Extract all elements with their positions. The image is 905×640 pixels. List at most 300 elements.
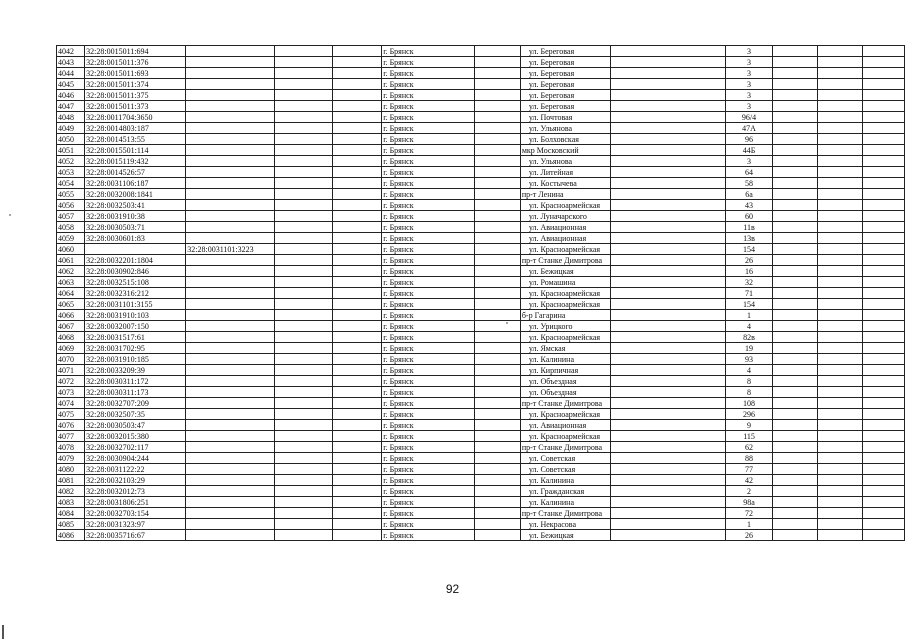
street-cell: ул. Красноармейская: [520, 244, 610, 255]
empty-cell: [333, 321, 382, 332]
empty-cell: [773, 486, 818, 497]
empty-cell: [773, 475, 818, 486]
empty-cell: [863, 453, 905, 464]
empty-cell: [863, 233, 905, 244]
empty-cell: [611, 343, 726, 354]
empty-cell: [274, 398, 333, 409]
empty-cell: [773, 79, 818, 90]
cadastral-number-cell: 32:28:0032702:117: [85, 442, 186, 453]
row-number-cell: 4071: [57, 365, 85, 376]
empty-cell: [474, 508, 520, 519]
city-cell: г. Брянск: [382, 156, 475, 167]
house-number-cell: 4: [725, 321, 772, 332]
empty-cell: [611, 321, 726, 332]
empty-cell: [274, 112, 333, 123]
cadastral-number-2-cell: [186, 398, 274, 409]
empty-cell: [773, 376, 818, 387]
city-cell: г. Брянск: [382, 453, 475, 464]
empty-cell: [818, 57, 863, 68]
empty-cell: [474, 211, 520, 222]
cadastral-number-2-cell: [186, 354, 274, 365]
city-cell: г. Брянск: [382, 321, 475, 332]
table-row: [57, 57, 905, 68]
empty-cell: [474, 90, 520, 101]
cadastral-number-2-cell: [186, 299, 274, 310]
table-row: [57, 354, 905, 365]
house-number-cell: 43: [725, 200, 772, 211]
empty-cell: [773, 365, 818, 376]
empty-cell: [863, 145, 905, 156]
empty-cell: [274, 79, 333, 90]
empty-cell: [773, 508, 818, 519]
empty-cell: [333, 486, 382, 497]
cadastral-number-cell: 32:28:0031101:3155: [85, 299, 186, 310]
empty-cell: [333, 310, 382, 321]
house-number-cell: 154: [725, 244, 772, 255]
empty-cell: [333, 200, 382, 211]
table-row: [57, 277, 905, 288]
row-number-cell: 4056: [57, 200, 85, 211]
house-number-cell: 6а: [725, 189, 772, 200]
empty-cell: [611, 156, 726, 167]
street-cell: ул. Объездная: [520, 376, 610, 387]
row-number-cell: 4057: [57, 211, 85, 222]
row-number-cell: 4058: [57, 222, 85, 233]
row-number-cell: 4059: [57, 233, 85, 244]
table-row: [57, 90, 905, 101]
empty-cell: [611, 233, 726, 244]
empty-cell: [818, 189, 863, 200]
cadastral-number-cell: 32:28:0030311:173: [85, 387, 186, 398]
empty-cell: [333, 398, 382, 409]
empty-cell: [818, 299, 863, 310]
empty-cell: [611, 112, 726, 123]
empty-cell: [773, 299, 818, 310]
empty-cell: [773, 156, 818, 167]
row-number-cell: 4075: [57, 409, 85, 420]
table-row: [57, 475, 905, 486]
empty-cell: [818, 211, 863, 222]
city-cell: г. Брянск: [382, 376, 475, 387]
empty-cell: [611, 222, 726, 233]
empty-cell: [611, 79, 726, 90]
empty-cell: [611, 519, 726, 530]
street-cell: ул. Ямская: [520, 343, 610, 354]
city-cell: г. Брянск: [382, 244, 475, 255]
empty-cell: [818, 277, 863, 288]
street-cell: ул. Ромашина: [520, 277, 610, 288]
cadastral-number-2-cell: [186, 211, 274, 222]
cadastral-number-cell: 32:28:0032012:73: [85, 486, 186, 497]
empty-cell: [333, 508, 382, 519]
empty-cell: [611, 68, 726, 79]
cadastral-number-2-cell: [186, 431, 274, 442]
cadastral-number-2-cell: [186, 145, 274, 156]
cadastral-number-2-cell: [186, 288, 274, 299]
house-number-cell: 9: [725, 420, 772, 431]
house-number-cell: 26: [725, 530, 772, 541]
cadastral-number-2-cell: [186, 486, 274, 497]
row-number-cell: 4078: [57, 442, 85, 453]
house-number-cell: 3: [725, 79, 772, 90]
house-number-cell: 32: [725, 277, 772, 288]
table-row: [57, 167, 905, 178]
empty-cell: [274, 365, 333, 376]
house-number-cell: 98а: [725, 497, 772, 508]
house-number-cell: 44Б: [725, 145, 772, 156]
empty-cell: [863, 79, 905, 90]
row-number-cell: 4064: [57, 288, 85, 299]
city-cell: г. Брянск: [382, 343, 475, 354]
cadastral-number-cell: 32:28:0031106:187: [85, 178, 186, 189]
table-row: [57, 46, 905, 57]
house-number-cell: 3: [725, 156, 772, 167]
table-row: [57, 332, 905, 343]
empty-cell: [474, 145, 520, 156]
empty-cell: [274, 409, 333, 420]
house-number-cell: 62: [725, 442, 772, 453]
empty-cell: [773, 387, 818, 398]
cadastral-number-cell: 32:28:0031910:38: [85, 211, 186, 222]
row-number-cell: 4050: [57, 134, 85, 145]
cadastral-number-cell: 32:28:0031806:251: [85, 497, 186, 508]
table-row: [57, 343, 905, 354]
empty-cell: [818, 508, 863, 519]
cadastral-number-2-cell: [186, 266, 274, 277]
city-cell: г. Брянск: [382, 266, 475, 277]
empty-cell: [611, 288, 726, 299]
empty-cell: [611, 277, 726, 288]
cadastral-number-cell: [85, 244, 186, 255]
table-row: [57, 387, 905, 398]
empty-cell: [863, 442, 905, 453]
cadastral-number-cell: 32:28:0031323:97: [85, 519, 186, 530]
cadastral-number-2-cell: [186, 123, 274, 134]
cadastral-number-cell: 32:28:0030601:83: [85, 233, 186, 244]
city-cell: г. Брянск: [382, 497, 475, 508]
empty-cell: [474, 486, 520, 497]
scan-edge-mark: [2, 625, 4, 639]
table-row: [57, 189, 905, 200]
empty-cell: [474, 288, 520, 299]
scan-speck: [9, 214, 11, 216]
empty-cell: [611, 497, 726, 508]
empty-cell: [773, 464, 818, 475]
cadastral-number-2-cell: [186, 178, 274, 189]
empty-cell: [474, 354, 520, 365]
cadastral-number-2-cell: [186, 222, 274, 233]
empty-cell: [474, 464, 520, 475]
row-number-cell: 4082: [57, 486, 85, 497]
empty-cell: [818, 464, 863, 475]
empty-cell: [474, 376, 520, 387]
empty-cell: [333, 475, 382, 486]
empty-cell: [773, 310, 818, 321]
street-cell: ул. Объездная: [520, 387, 610, 398]
row-number-cell: 4060: [57, 244, 85, 255]
empty-cell: [773, 497, 818, 508]
empty-cell: [333, 387, 382, 398]
city-cell: г. Брянск: [382, 277, 475, 288]
table-row: [57, 486, 905, 497]
cadastral-number-2-cell: [186, 57, 274, 68]
empty-cell: [611, 376, 726, 387]
street-cell: ул. Бежицкая: [520, 266, 610, 277]
empty-cell: [818, 244, 863, 255]
table-row: [57, 420, 905, 431]
empty-cell: [274, 486, 333, 497]
city-cell: г. Брянск: [382, 486, 475, 497]
cadastral-number-2-cell: [186, 508, 274, 519]
city-cell: г. Брянск: [382, 255, 475, 266]
empty-cell: [274, 288, 333, 299]
empty-cell: [274, 497, 333, 508]
empty-cell: [611, 189, 726, 200]
empty-cell: [333, 167, 382, 178]
empty-cell: [333, 123, 382, 134]
cadastral-number-2-cell: [186, 167, 274, 178]
cadastral-number-2-cell: [186, 112, 274, 123]
street-cell: ул. Калинина: [520, 497, 610, 508]
row-number-cell: 4044: [57, 68, 85, 79]
empty-cell: [611, 90, 726, 101]
empty-cell: [474, 123, 520, 134]
empty-cell: [818, 486, 863, 497]
empty-cell: [773, 57, 818, 68]
house-number-cell: 108: [725, 398, 772, 409]
cadastral-number-cell: 32:28:0031910:185: [85, 354, 186, 365]
empty-cell: [773, 90, 818, 101]
row-number-cell: 4053: [57, 167, 85, 178]
row-number-cell: 4085: [57, 519, 85, 530]
cadastral-number-2-cell: [186, 321, 274, 332]
empty-cell: [274, 200, 333, 211]
city-cell: г. Брянск: [382, 431, 475, 442]
city-cell: г. Брянск: [382, 79, 475, 90]
row-number-cell: 4055: [57, 189, 85, 200]
empty-cell: [474, 233, 520, 244]
empty-cell: [818, 354, 863, 365]
empty-cell: [611, 387, 726, 398]
street-cell: мкр Московский: [520, 145, 610, 156]
row-number-cell: 4046: [57, 90, 85, 101]
cadastral-number-2-cell: [186, 442, 274, 453]
empty-cell: [274, 222, 333, 233]
cadastral-number-cell: 32:28:0015011:693: [85, 68, 186, 79]
cadastral-number-cell: 32:28:0031122:22: [85, 464, 186, 475]
empty-cell: [863, 277, 905, 288]
house-number-cell: 19: [725, 343, 772, 354]
empty-cell: [611, 409, 726, 420]
cadastral-number-cell: 32:28:0032507:35: [85, 409, 186, 420]
cadastral-number-2-cell: [186, 365, 274, 376]
table-row: [57, 255, 905, 266]
cadastral-number-cell: 32:28:0030503:47: [85, 420, 186, 431]
empty-cell: [773, 277, 818, 288]
row-number-cell: 4073: [57, 387, 85, 398]
empty-cell: [818, 530, 863, 541]
empty-cell: [274, 134, 333, 145]
empty-cell: [333, 189, 382, 200]
empty-cell: [333, 211, 382, 222]
empty-cell: [611, 464, 726, 475]
row-number-cell: 4080: [57, 464, 85, 475]
empty-cell: [611, 123, 726, 134]
empty-cell: [773, 189, 818, 200]
cadastral-number-cell: 32:28:0033209:39: [85, 365, 186, 376]
empty-cell: [863, 332, 905, 343]
empty-cell: [611, 475, 726, 486]
empty-cell: [818, 233, 863, 244]
empty-cell: [818, 134, 863, 145]
cadastral-number-2-cell: [186, 343, 274, 354]
empty-cell: [863, 57, 905, 68]
empty-cell: [611, 211, 726, 222]
cadastral-number-2-cell: [186, 464, 274, 475]
cadastral-number-cell: 32:28:0011704:3650: [85, 112, 186, 123]
empty-cell: [863, 266, 905, 277]
row-number-cell: 4081: [57, 475, 85, 486]
empty-cell: [863, 68, 905, 79]
empty-cell: [474, 255, 520, 266]
empty-cell: [818, 90, 863, 101]
empty-cell: [863, 343, 905, 354]
house-number-cell: 96: [725, 134, 772, 145]
empty-cell: [333, 277, 382, 288]
empty-cell: [474, 519, 520, 530]
row-number-cell: 4077: [57, 431, 85, 442]
empty-cell: [773, 442, 818, 453]
empty-cell: [611, 398, 726, 409]
empty-cell: [863, 255, 905, 266]
empty-cell: [818, 310, 863, 321]
row-number-cell: 4079: [57, 453, 85, 464]
empty-cell: [274, 332, 333, 343]
empty-cell: [773, 233, 818, 244]
empty-cell: [863, 420, 905, 431]
empty-cell: [274, 475, 333, 486]
cadastral-number-2-cell: [186, 101, 274, 112]
cadastral-number-cell: 32:28:0014526:57: [85, 167, 186, 178]
cadastral-number-2-cell: [186, 519, 274, 530]
empty-cell: [274, 310, 333, 321]
row-number-cell: 4076: [57, 420, 85, 431]
empty-cell: [333, 101, 382, 112]
street-cell: пр-т Станке Димитрова: [520, 508, 610, 519]
empty-cell: [274, 167, 333, 178]
cadastral-number-cell: 32:28:0015011:375: [85, 90, 186, 101]
city-cell: г. Брянск: [382, 365, 475, 376]
table-row: [57, 442, 905, 453]
table-row: [57, 365, 905, 376]
cadastral-number-2-cell: [186, 46, 274, 57]
cadastral-number-2-cell: [186, 453, 274, 464]
city-cell: г. Брянск: [382, 299, 475, 310]
empty-cell: [333, 46, 382, 57]
city-cell: г. Брянск: [382, 167, 475, 178]
empty-cell: [333, 222, 382, 233]
row-number-cell: 4049: [57, 123, 85, 134]
empty-cell: [474, 112, 520, 123]
city-cell: г. Брянск: [382, 409, 475, 420]
table-row: [57, 409, 905, 420]
cadastral-number-cell: 32:28:0031517:61: [85, 332, 186, 343]
city-cell: г. Брянск: [382, 90, 475, 101]
city-cell: г. Брянск: [382, 68, 475, 79]
empty-cell: [611, 244, 726, 255]
house-number-cell: 60: [725, 211, 772, 222]
cadastral-number-cell: 32:28:0015501:114: [85, 145, 186, 156]
cadastral-number-cell: 32:28:0032103:29: [85, 475, 186, 486]
empty-cell: [818, 365, 863, 376]
row-number-cell: 4086: [57, 530, 85, 541]
street-cell: ул. Красноармейская: [520, 299, 610, 310]
street-cell: ул. Авиационная: [520, 233, 610, 244]
empty-cell: [773, 211, 818, 222]
empty-cell: [818, 343, 863, 354]
row-number-cell: 4054: [57, 178, 85, 189]
cadastral-number-cell: 32:28:0032007:150: [85, 321, 186, 332]
house-number-cell: 13в: [725, 233, 772, 244]
empty-cell: [863, 211, 905, 222]
empty-cell: [474, 222, 520, 233]
cadastral-number-2-cell: [186, 79, 274, 90]
house-number-cell: 115: [725, 431, 772, 442]
empty-cell: [474, 365, 520, 376]
empty-cell: [863, 530, 905, 541]
empty-cell: [611, 420, 726, 431]
empty-cell: [333, 266, 382, 277]
table-row: [57, 398, 905, 409]
empty-cell: [333, 453, 382, 464]
street-cell: ул. Калинина: [520, 354, 610, 365]
row-number-cell: 4065: [57, 299, 85, 310]
empty-cell: [863, 156, 905, 167]
empty-cell: [818, 398, 863, 409]
empty-cell: [274, 299, 333, 310]
street-cell: ул. Калинина: [520, 475, 610, 486]
empty-cell: [274, 376, 333, 387]
street-cell: ул. Почтовая: [520, 112, 610, 123]
table-row: [57, 123, 905, 134]
empty-cell: [773, 178, 818, 189]
table-row: [57, 79, 905, 90]
empty-cell: [333, 409, 382, 420]
empty-cell: [863, 101, 905, 112]
house-number-cell: 1: [725, 519, 772, 530]
table-row: [57, 156, 905, 167]
table-row: [57, 266, 905, 277]
empty-cell: [818, 68, 863, 79]
empty-cell: [474, 398, 520, 409]
cadastral-number-cell: 32:28:0032503:41: [85, 200, 186, 211]
empty-cell: [773, 431, 818, 442]
cadastral-number-cell: 32:28:0014513:55: [85, 134, 186, 145]
empty-cell: [773, 68, 818, 79]
empty-cell: [818, 79, 863, 90]
empty-cell: [863, 321, 905, 332]
table-row: [57, 200, 905, 211]
cadastral-number-cell: 32:28:0035716:67: [85, 530, 186, 541]
empty-cell: [474, 453, 520, 464]
empty-cell: [274, 420, 333, 431]
empty-cell: [773, 101, 818, 112]
house-number-cell: 154: [725, 299, 772, 310]
empty-cell: [611, 365, 726, 376]
city-cell: г. Брянск: [382, 442, 475, 453]
empty-cell: [474, 200, 520, 211]
house-number-cell: 1: [725, 310, 772, 321]
